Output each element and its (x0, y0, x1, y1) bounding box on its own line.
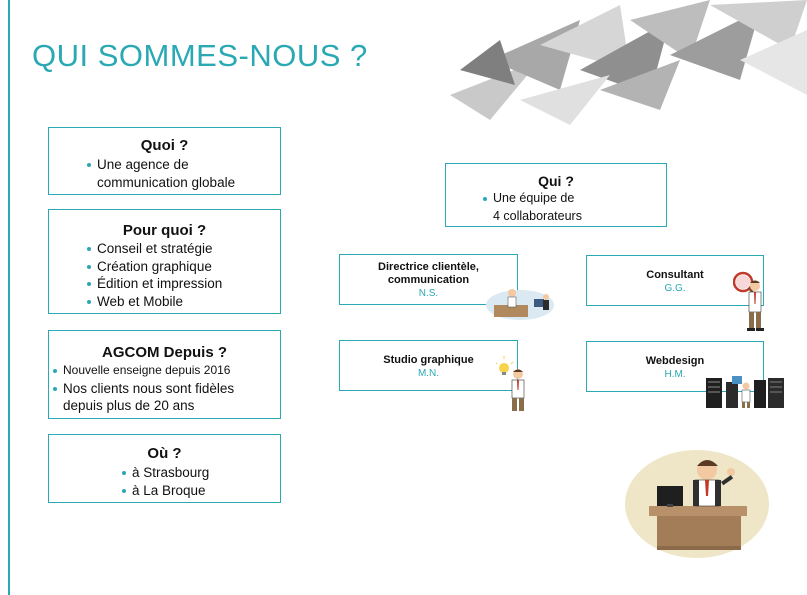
decorative-paper-shapes (430, 0, 807, 130)
agcom-item: depuis plus de 20 ans (63, 398, 195, 413)
page-title: QUI SOMMES-NOUS ? (32, 38, 368, 73)
ou-heading: Où ? (147, 445, 182, 462)
team-initials: M.N. (417, 368, 440, 379)
pourquoi-heading: Pour quoi ? (122, 222, 207, 239)
team-initials: H.M. (664, 369, 686, 380)
agcom-item: Nouvelle enseigne depuis 2016 (63, 362, 280, 380)
pourquoi-box (48, 209, 281, 314)
pourquoi-item: Édition et impression (97, 275, 280, 293)
team-role: Studio graphique (383, 354, 474, 366)
qui-heading: Qui ? (538, 173, 574, 189)
webdesign-servers-illustration (704, 372, 786, 410)
team-role: Consultant (646, 269, 704, 281)
qui-item: 4 collaborateurs (493, 208, 582, 223)
quoi-heading: Quoi ? (140, 137, 189, 154)
ou-box (48, 434, 281, 503)
qui-item: Une équipe de (493, 190, 666, 208)
office-team-illustration (484, 283, 556, 323)
agcom-heading: AGCOM Depuis ? (101, 344, 227, 361)
pourquoi-item: Conseil et stratégie (97, 240, 280, 258)
agcom-box (48, 330, 281, 419)
pourquoi-item: Web et Mobile (97, 293, 280, 311)
team-initials: N.S. (418, 288, 439, 299)
consultant-magnifier-illustration (733, 268, 769, 332)
left-accent-rule (8, 0, 10, 595)
ou-item: à La Broque (132, 482, 280, 500)
team-role: Webdesign (645, 355, 705, 367)
team-initials: G.G. (664, 283, 686, 294)
agcom-item: Nos clients nous sont fidèles (63, 380, 280, 398)
boss-desk-illustration (623, 448, 771, 560)
quoi-item: Une agence de (97, 156, 280, 174)
team-card-studio (339, 340, 518, 391)
studio-lightbulb-illustration (496, 356, 532, 414)
ou-item: à Strasbourg (132, 464, 280, 482)
qui-box (445, 163, 667, 227)
pourquoi-item: Création graphique (97, 258, 280, 276)
quoi-box (48, 127, 281, 195)
quoi-item: communication globale (97, 174, 236, 190)
team-role: Directrice clientèle, communication (378, 261, 479, 286)
